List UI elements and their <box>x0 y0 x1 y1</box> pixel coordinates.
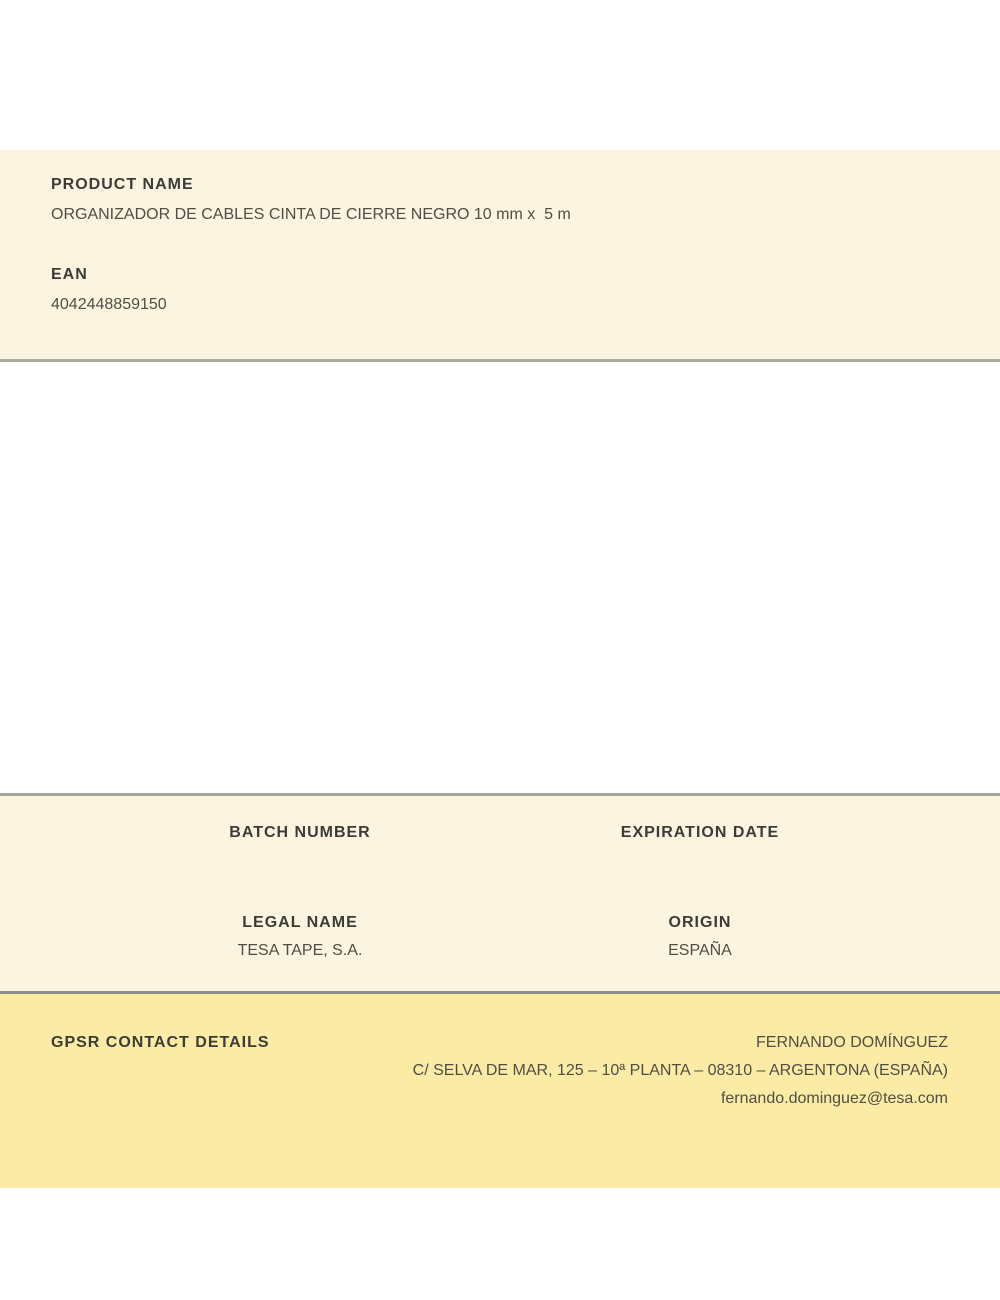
legal-name-column <box>100 913 500 961</box>
origin-value: ESPAÑA <box>668 942 732 959</box>
product-name-label: PRODUCT NAME <box>51 176 194 193</box>
legal-origin-row <box>100 913 900 961</box>
legal-name-value: TESA TAPE, S.A. <box>237 942 363 959</box>
expiration-date-column <box>500 823 900 843</box>
batch-number-label: BATCH NUMBER <box>229 824 371 841</box>
batch-number-column <box>100 823 500 843</box>
ean-value: 4042448859150 <box>51 296 167 313</box>
product-info-section <box>0 150 1000 362</box>
gpsr-contact-section <box>0 991 1000 1188</box>
product-name-value: ORGANIZADOR DE CABLES CINTA DE CIERRE NEGRO 10 mm x 5 m <box>51 206 571 223</box>
gpsr-contact-email: fernando.dominguez@tesa.com <box>720 1090 948 1107</box>
origin-label: ORIGIN <box>668 914 732 931</box>
gpsr-contact-details-label: GPSR CONTACT DETAILS <box>51 1034 270 1051</box>
batch-legal-section <box>0 793 1000 1018</box>
expiration-date-label: EXPIRATION DATE <box>620 824 780 841</box>
ean-label: EAN <box>51 266 88 283</box>
origin-column <box>500 913 900 961</box>
gpsr-contact-block <box>270 1032 948 1110</box>
batch-expiration-row <box>100 823 900 843</box>
gpsr-contact-name: FERNANDO DOMÍNGUEZ <box>756 1034 948 1051</box>
gpsr-contact-address: C/ SELVA DE MAR, 125 – 10ª PLANTA – 08310 – ARGENTONA (ESPAÑA) <box>412 1062 948 1079</box>
legal-name-label: LEGAL NAME <box>242 914 358 931</box>
